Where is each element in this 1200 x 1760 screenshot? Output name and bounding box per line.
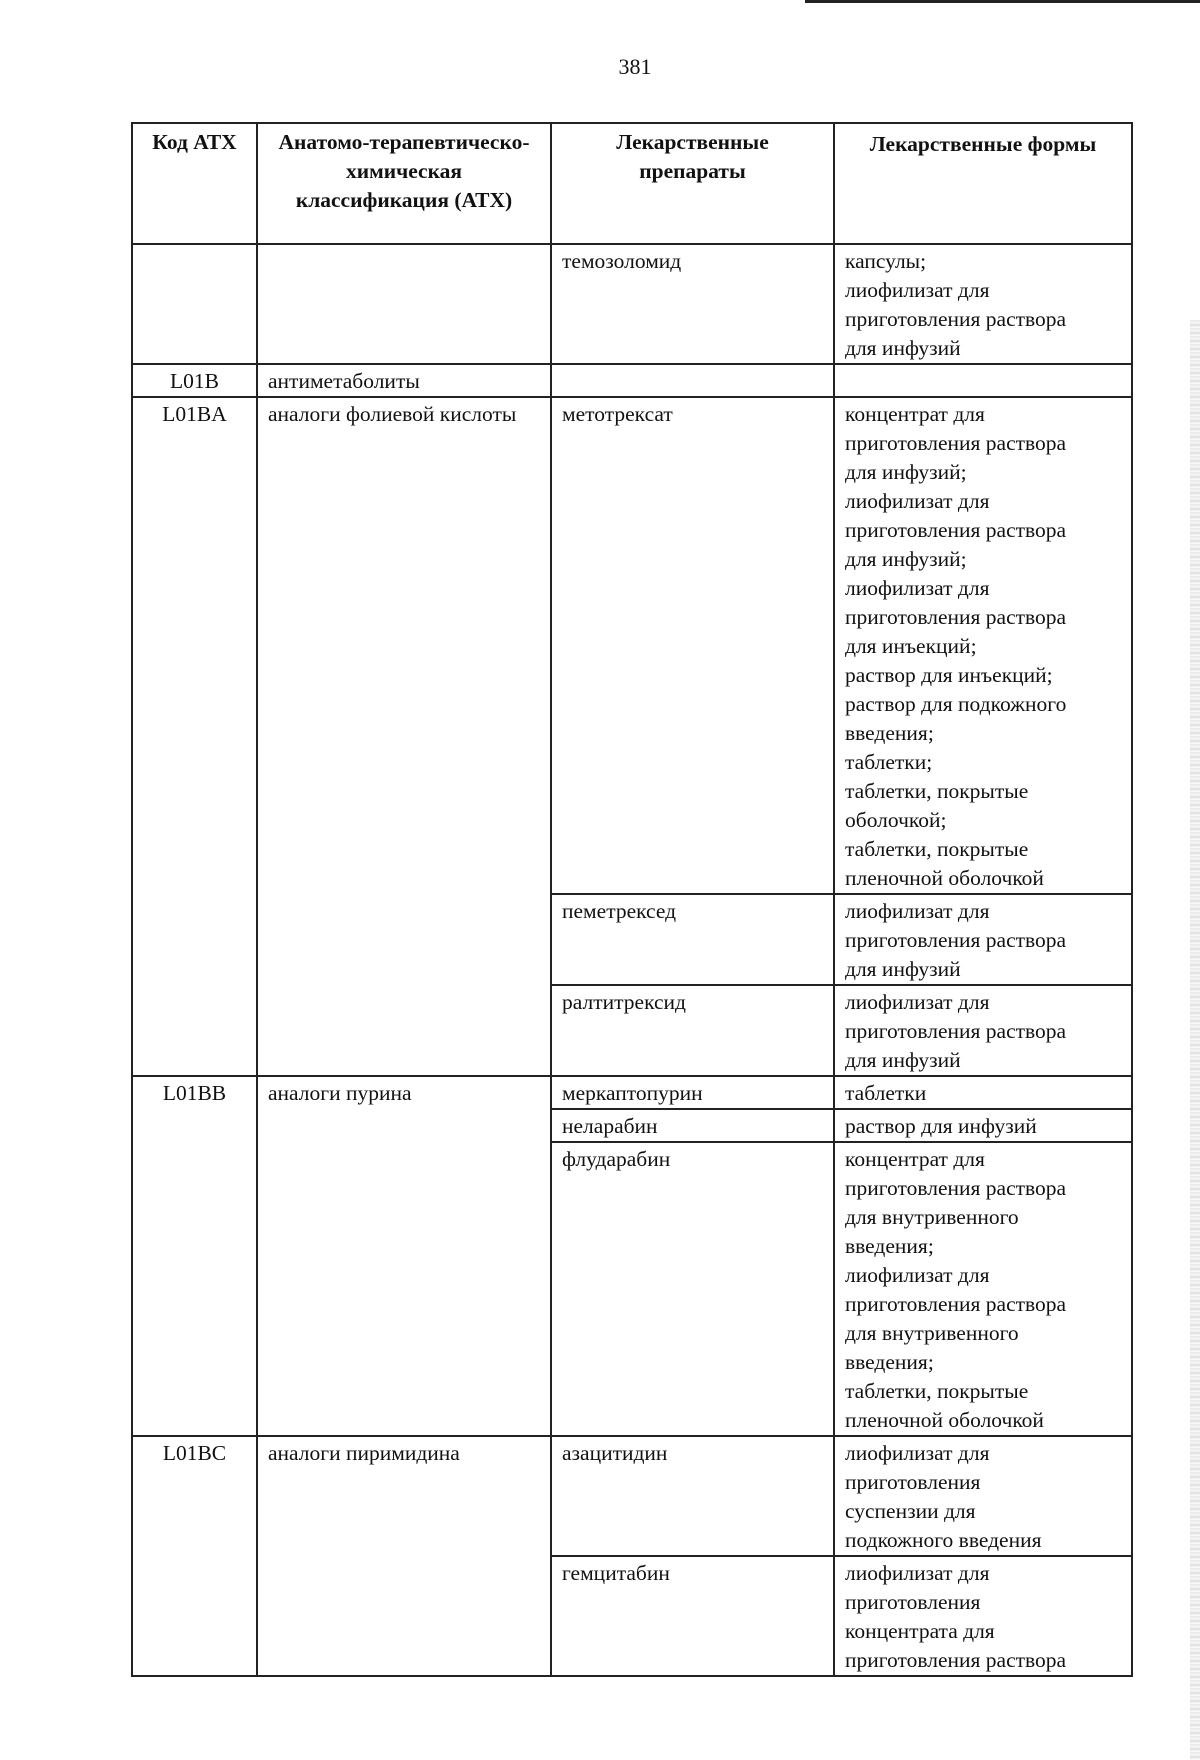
drug-cell [551,364,834,397]
form-line: лиофилизат для [845,278,990,302]
form-line: таблетки, покрытые [845,837,1029,861]
form-line: для инфузий; [845,460,967,484]
form-line: таблетки; [845,750,933,774]
form-line: таблетки [845,1081,927,1105]
form-line: таблетки, покрытые [845,1379,1029,1403]
atc-code-cell [132,244,257,364]
drug-cell: азацитидин [551,1436,834,1556]
classification-cell: аналоги фолиевой кислоты [257,397,551,1076]
forms-cell [834,1109,1132,1142]
form-line: пленочной оболочкой [845,1408,1044,1432]
form-line: лиофилизат для [845,489,990,513]
top-rule [805,0,1200,3]
form-line: капсулы; [845,249,927,273]
classification-cell: аналоги пиримидина [257,1436,551,1676]
form-line: приготовления раствора [845,928,1067,952]
atc-code-cell: L01BA [132,397,257,1076]
form-line: лиофилизат для [845,990,990,1014]
table-row [132,244,1132,364]
form-line: концентрата для [845,1619,995,1643]
forms-cell [834,985,1132,1076]
form-line: суспензии для [845,1499,976,1523]
form-line: приготовления раствора [845,518,1067,542]
form-line: приготовления раствора [845,431,1067,455]
form-line: для инфузий; [845,547,967,571]
header-drugs: Лекарственные препараты [551,123,834,244]
form-line: подкожного введения [845,1528,1042,1552]
form-line: приготовления [845,1590,981,1614]
atc-code-cell: L01BC [132,1436,257,1676]
form-line: введения; [845,721,934,745]
form-line: приготовления раствора [845,605,1067,629]
form-line: введения; [845,1350,934,1374]
form-line: для инфузий [845,336,961,360]
form-line: лиофилизат для [845,1441,990,1465]
form-line: таблетки, покрытые [845,779,1029,803]
atc-code-cell: L01B [132,364,257,397]
page-number: 381 [618,54,652,79]
drug-cell: пеметрексед [551,894,834,985]
drug-cell: неларабин [551,1109,834,1142]
classification-cell: антиметаболиты [257,364,551,397]
form-line: концентрат для [845,402,985,426]
drug-cell: метотрексат [551,397,834,894]
classification-cell: аналоги пурина [257,1076,551,1436]
form-line: концентрат для [845,1147,985,1171]
form-line: лиофилизат для [845,1561,990,1585]
form-line: для инфузий [845,957,961,981]
form-line: для внутривенного [845,1321,1019,1345]
form-line: приготовления раствора [845,1292,1067,1316]
form-line: приготовления [845,1470,981,1494]
forms-cell [834,1436,1132,1556]
form-line: пленочной оболочкой [845,866,1044,890]
table-row [132,397,1132,894]
form-line: приготовления раствора [845,307,1067,331]
drug-cell: ралтитрексид [551,985,834,1076]
form-line: приготовления раствора [845,1648,1067,1672]
forms-cell [834,397,1132,894]
form-line: для инфузий [845,1048,961,1072]
atc-table [131,122,1133,1677]
form-line: приготовления раствора [845,1176,1067,1200]
form-line: лиофилизат для [845,1263,990,1287]
form-line: оболочкой; [845,808,947,832]
scan-edge-shadow [1190,320,1200,1760]
table-header-row [132,123,1132,244]
classification-cell [257,244,551,364]
table-row [132,1436,1132,1556]
form-line: приготовления раствора [845,1019,1067,1043]
forms-cell [834,894,1132,985]
forms-cell [834,364,1132,397]
drug-cell: гемцитабин [551,1556,834,1676]
header-forms: Лекарственные формы [834,123,1132,244]
forms-cell [834,244,1132,364]
form-line: лиофилизат для [845,576,990,600]
forms-cell [834,1076,1132,1109]
forms-cell [834,1142,1132,1436]
forms-cell [834,1556,1132,1676]
form-line: раствор для инъекций; [845,663,1053,687]
form-line: раствор для инфузий [845,1114,1037,1138]
header-code: Код АТХ [132,123,257,244]
drug-cell: флударабин [551,1142,834,1436]
drug-cell: меркаптопурин [551,1076,834,1109]
form-line: лиофилизат для [845,899,990,923]
table-row [132,1076,1132,1109]
atc-code-cell: L01BB [132,1076,257,1436]
form-line: для внутривенного [845,1205,1019,1229]
header-classification: Анатомо-терапевтическо-химическая классификация (АТХ) [257,123,551,244]
form-line: введения; [845,1234,934,1258]
table-row [132,364,1132,397]
drug-cell: темозоломид [551,244,834,364]
form-line: для инъекций; [845,634,977,658]
form-line: раствор для подкожного [845,692,1067,716]
